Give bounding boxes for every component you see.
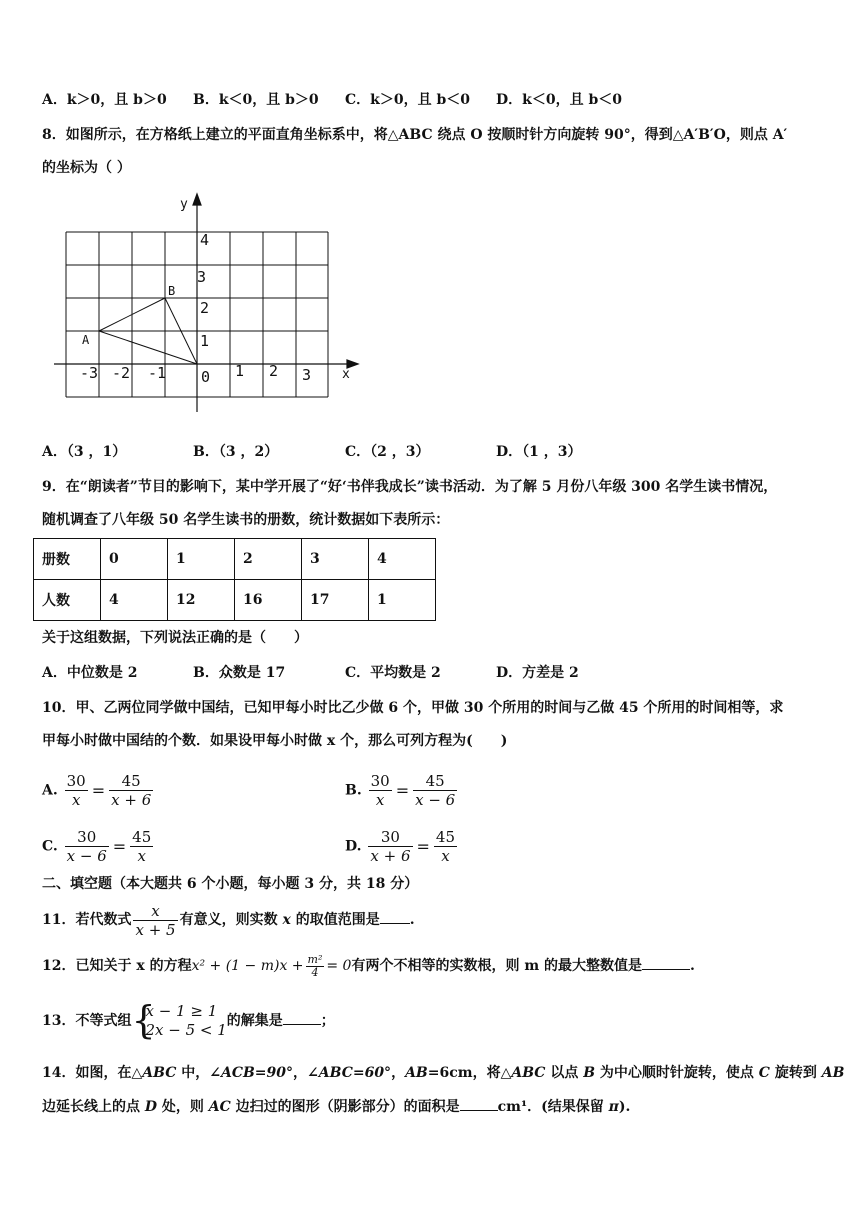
text: ， [391,1065,406,1081]
equals-sign: = [416,836,430,856]
numerator: 45 [425,772,445,790]
point: C [758,1065,770,1081]
left-brace: { [131,998,156,1042]
table-cell: 16 [235,580,302,621]
numerator: 30 [370,772,390,790]
q13-suffix: 的解集是 [226,1013,283,1029]
q11-end: . [409,912,415,928]
q10-option-d [345,828,459,865]
q7-option-a: A．k＞0，且 b＞0 [42,92,167,108]
x-tick-neg1: -1 [148,364,167,382]
point-a-label: A [82,333,90,347]
numerator: m² [307,952,323,966]
fraction [65,828,109,865]
q11-answer-blank[interactable] [380,911,410,924]
pi-symbol: π [608,1099,619,1115]
fraction [369,772,392,809]
table-cell: 4 [369,539,436,580]
q12-answer-blank[interactable] [642,957,690,970]
q13-answer-blank[interactable] [283,1012,321,1025]
denominator: x − 6 [66,847,107,865]
x-tick-2: 2 [269,362,279,380]
q9-stem-line2: 随机调查了八年级 50 名学生读书的册数，统计数据如下表所示： [42,512,450,528]
table-cell: 人数 [34,580,101,621]
q11-var: x [282,912,291,928]
q12-end: . [690,958,695,974]
q9-stem-line1: 9．在“朗读者”节目的影响下，某中学开展了“好‘书伴我成长”读书活动．为了解 5 月份八年级 300 名学生读书情况， [42,479,778,495]
q11-suffix-2: 的取值范围是 [290,912,380,928]
q8-stem-line2: 的坐标为（ ） [42,160,131,176]
table-row-people [34,580,436,621]
q9-option-c: C．平均数是 2 [345,665,441,681]
table-cell: 1 [168,539,235,580]
q8-option-b: B．（3 ，2） [193,444,279,460]
q8-option-d: D．（1 ，3） [496,444,582,460]
q11 [42,900,415,940]
numerator: x [151,901,160,920]
q13 [42,999,335,1043]
q7-option-c: C．k＞0，且 b＜0 [345,92,470,108]
table-cell: 4 [101,580,168,621]
q13-inequality-system [131,998,227,1042]
numerator: 45 [435,828,455,846]
q8-coordinate-figure [40,190,370,420]
equals-sign: = [112,836,127,856]
y-tick-4: 4 [200,231,210,249]
table-cell: 1 [369,580,436,621]
x-tick-3: 3 [302,366,312,384]
q9-option-b: B．众数是 17 [193,665,286,681]
q12-equation-1: x² + (1 − m)x + [191,958,304,974]
q10-option-a [42,772,155,809]
angle: ∠ABC=60° [307,1065,392,1081]
y-tick-2: 2 [200,299,210,317]
x-axis-label: x [342,367,350,382]
q9-option-a: A．中位数是 2 [42,665,138,681]
q10-stem-line2: 甲每小时做中国结的个数．如果设甲每小时做 x 个，那么可列方程为( ) [42,733,508,749]
origin-label: 0 [201,368,211,386]
table-cell: 2 [235,539,302,580]
table-row-books [34,539,436,580]
y-axis-label: y [180,197,188,212]
table-cell: 3 [302,539,369,580]
q12-fraction [306,954,325,979]
text: 旋转到 [769,1065,822,1081]
text: =6cm，将 [427,1065,501,1081]
table-cell: 17 [302,580,369,621]
q9-option-d: D．方差是 2 [496,665,579,681]
point: D [144,1099,158,1115]
denominator: x [65,790,88,809]
q7-option-d: D．k＜0，且 b＜0 [496,92,622,108]
table-cell: 册数 [34,539,101,580]
text: ). [618,1099,631,1115]
table-cell: 12 [168,580,235,621]
option-label: C. [42,838,58,855]
fraction [368,828,412,865]
denominator: x + 5 [135,920,176,939]
q12 [42,952,695,980]
q14-answer-blank[interactable] [460,1098,498,1111]
point: B [583,1065,596,1081]
equals-sign: = [395,780,410,800]
y-axis-arrow [193,194,201,205]
fraction [109,772,153,809]
text: 处，则 [157,1099,209,1115]
x-tick-neg2: -2 [112,364,131,382]
q12-prefix: 12．已知关于 x 的方程 [42,958,192,974]
option-label: A. [42,782,58,799]
inequality-line-2: 2x − 5 < 1 [145,1021,227,1039]
q9-question: 关于这组数据，下列说法正确的是（ ） [42,630,308,646]
q14-line1 [42,1063,844,1083]
denominator: x + 6 [111,791,152,809]
denominator: x [130,846,153,865]
equals-sign: = [91,780,106,800]
segment: AC [208,1099,231,1115]
numerator: 45 [132,828,152,846]
text: 以点 [545,1065,584,1081]
denominator: 4 [306,966,325,979]
q12-equation-2: = 0 [326,958,352,974]
q9-data-table [33,538,436,621]
text: 中， [176,1065,210,1081]
text: 14．如图，在 [42,1065,132,1081]
q11-prefix: 11．若代数式 [42,912,132,928]
text: 边延长线上的点 [42,1099,145,1115]
x-tick-1: 1 [235,362,245,380]
option-label: D. [345,838,362,855]
q10-stem-line1: 10．甲、乙两位同学做中国结，已知甲每小时比乙少做 6 个，甲做 30 个所用的时间与乙做 45 个所用的时间相等，求 [42,700,784,716]
segment: AB [821,1065,845,1081]
q7-option-b: B．k＜0，且 b＞0 [193,92,319,108]
q10-option-c [42,828,155,865]
denominator: x − 6 [415,791,456,809]
x-tick-neg3: -3 [80,364,99,382]
q11-fraction [133,902,177,939]
q13-end: ； [320,1013,335,1029]
denominator: x [369,790,392,809]
section-2-heading: 二、填空题（本大题共 6 个小题，每小题 3 分，共 18 分） [42,876,419,892]
text: cm¹．(结果保留 [497,1099,609,1115]
q11-suffix-1: 有意义，则实数 [179,912,283,928]
fraction [434,828,457,865]
triangle: △ABC [131,1065,177,1081]
denominator: x + 6 [370,847,411,865]
table-cell: 0 [101,539,168,580]
triangle: △ABC [500,1065,546,1081]
q14-line2 [42,1097,630,1117]
point-b-label: B [168,284,176,298]
option-label: B. [345,782,362,799]
text: 边扫过的图形（阴影部分）的面积是 [230,1099,460,1115]
segment: AB [405,1065,428,1081]
inequality-line-1: x − 1 ≥ 1 [145,1002,218,1020]
q12-suffix: 有两个不相等的实数根，则 m 的最大整数值是 [351,958,643,974]
text: ， [293,1065,308,1081]
q8-option-a: A．（3 ，1） [42,444,127,460]
y-tick-1: 1 [200,332,210,350]
numerator: 45 [121,772,141,790]
angle: ∠ACB=90° [209,1065,294,1081]
numerator: 30 [66,772,86,790]
y-tick-3: 3 [197,268,207,286]
fraction [130,828,153,865]
q10-option-b [345,772,459,809]
fraction [413,772,457,809]
q8-option-c: C．（2 ，3） [345,444,430,460]
q8-stem-line1: 8．如图所示，在方格纸上建立的平面直角坐标系中，将△ABC 绕点 O 按顺时针方向旋转 90°，得到△A′B′O，则点 A′ [42,127,788,143]
text: 为中心顺时针旋转，使点 [595,1065,759,1081]
denominator: x [434,846,457,865]
numerator: 30 [77,828,97,846]
q13-prefix: 13．不等式组 [42,1013,132,1029]
numerator: 30 [380,828,400,846]
fraction [65,772,88,809]
